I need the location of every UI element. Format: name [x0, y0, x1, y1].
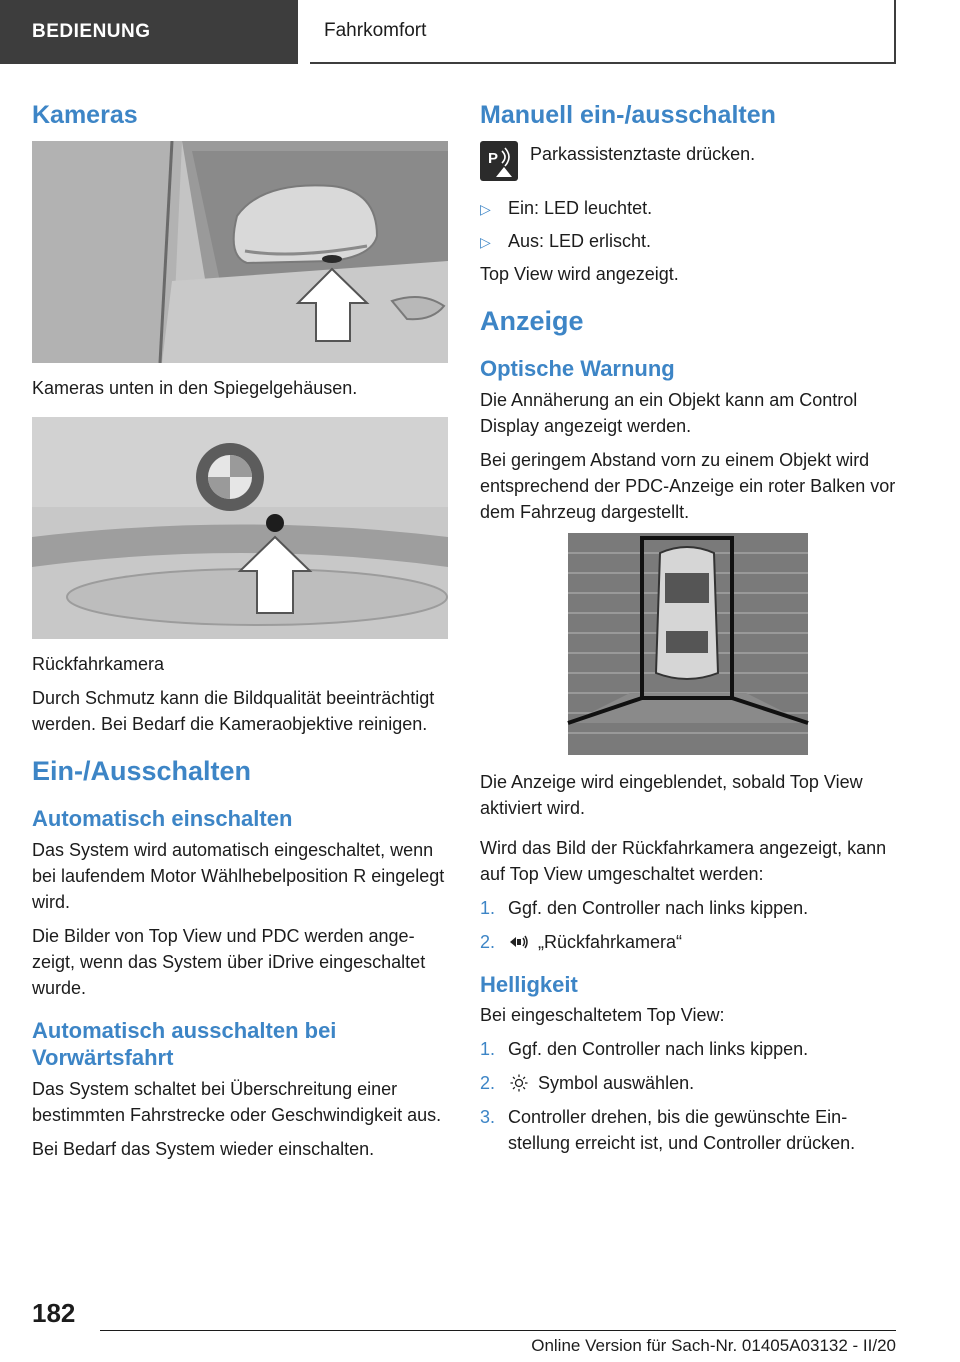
park-assist-instruction	[480, 141, 896, 181]
step-brightness-3	[480, 1104, 896, 1156]
paragraph-auto-1: Das System wird automatisch eingeschaltet, wenn bei laufendem Motor Wählhebelposition R eingelegt wird.	[32, 839, 445, 912]
paragraph-einblendung: Die Anzeige wird eingeblendet, sobald Top View aktiviert wird.	[480, 771, 863, 818]
triangle-bullet-icon: ▷	[480, 234, 491, 251]
heading-optische-warnung: Optische Warnung	[480, 356, 675, 381]
heading-anzeige: Anzeige	[480, 306, 584, 337]
step-number: 1.	[480, 1039, 496, 1059]
heading-kameras: Kameras	[32, 101, 138, 129]
step-text: Ggf. den Controller nach links kippen.	[508, 1039, 809, 1059]
heading-ein-ausschalten: Ein-/Ausschalten	[32, 756, 252, 787]
svg-text:P: P	[488, 150, 499, 168]
bullet-ein	[480, 195, 896, 222]
heading-helligkeit: Helligkeit	[480, 971, 578, 997]
step-brightness-2	[480, 1070, 896, 1096]
step-number: 2.	[480, 931, 496, 952]
paragraph-aus-1: Das System schaltet bei Überschreitung einer bestimmten Fahrstrecke oder Geschwindigkeit aus.	[32, 1078, 442, 1125]
step-text: Symbol auswählen.	[538, 1073, 695, 1093]
figure-top-view	[480, 533, 896, 755]
step-text: „Rückfahrkamera“	[538, 931, 683, 952]
caption-rear-camera: Rückfahrkamera	[32, 654, 165, 675]
paragraph-helligkeit: Bei eingeschaltetem Top View:	[480, 1005, 725, 1025]
paragraph-aus-2: Bei Bedarf das System wieder einschalten.	[32, 1138, 375, 1159]
figure-rear-camera	[32, 417, 448, 639]
header-section-label: BEDIENUNG	[0, 0, 298, 64]
step-brightness-1	[480, 1036, 896, 1062]
park-assist-button-icon	[480, 141, 518, 181]
triangle-bullet-icon: ▷	[480, 201, 491, 218]
heading-manuell: Manuell ein-/ausschalten	[480, 101, 776, 129]
paragraph-topview: Top View wird angezeigt.	[480, 264, 679, 285]
paragraph-optisch-1: Die Annäherung an ein Objekt kann am Control Display angezeigt werden.	[480, 389, 858, 436]
header-chapter-title: Fahrkomfort	[310, 0, 896, 64]
right-column	[480, 100, 896, 1164]
step-1	[480, 895, 896, 921]
step-2	[480, 929, 896, 955]
page-number: 182	[32, 1298, 76, 1328]
paragraph-taste: Parkassistenztaste drücken.	[530, 144, 756, 165]
paragraph-optisch-2: Bei geringem Abstand vorn zu einem Objekt wird entsprechend der PDC-Anzeige ein roter Balken vor dem Fahrzeug dargestellt.	[480, 449, 896, 522]
brightness-sun-icon	[508, 1074, 530, 1092]
left-column	[32, 100, 448, 1170]
paragraph-rueckfahrkamera: Wird das Bild der Rückfahrkamera angezeigt, kann auf Top View umgeschaltet werden:	[480, 837, 887, 884]
step-number: 2.	[480, 1073, 496, 1093]
paragraph-auto-2: Die Bilder von Top View und PDC werden angezeigt, wenn das System über iDrive eingeschaltet wurde.	[32, 925, 426, 998]
figure-mirror-camera	[32, 141, 448, 363]
footer-divider	[100, 1330, 896, 1331]
bullet-text: Ein: LED leuchtet.	[508, 198, 653, 219]
footer-online-version: Online Version für Sach-Nr. 01405A03132 - II/20	[531, 1336, 896, 1355]
step-text: Ggf. den Controller nach links kippen.	[508, 897, 809, 918]
caption-mirror-camera: Kameras unten in den Spiegelgehäusen.	[32, 378, 358, 399]
bullet-aus	[480, 228, 896, 255]
camera-view-icon	[508, 933, 530, 951]
paragraph-dirt: Durch Schmutz kann die Bildqualität beeinträchtigt werden. Bei Bedarf die Kameraobjektive reinigen.	[32, 688, 435, 735]
step-text: Controller drehen, bis die gewünschte Einstellung erreicht ist, und Controller drücken.	[508, 1107, 856, 1153]
heading-auto-ausschalten: Automatisch ausschalten bei Vorwärtsfahrt	[32, 1017, 337, 1070]
step-number: 1.	[480, 897, 496, 918]
step-number: 3.	[480, 1107, 496, 1127]
bullet-text: Aus: LED erlischt.	[508, 231, 652, 252]
heading-auto-einschalten: Automatisch einschalten	[32, 806, 293, 831]
